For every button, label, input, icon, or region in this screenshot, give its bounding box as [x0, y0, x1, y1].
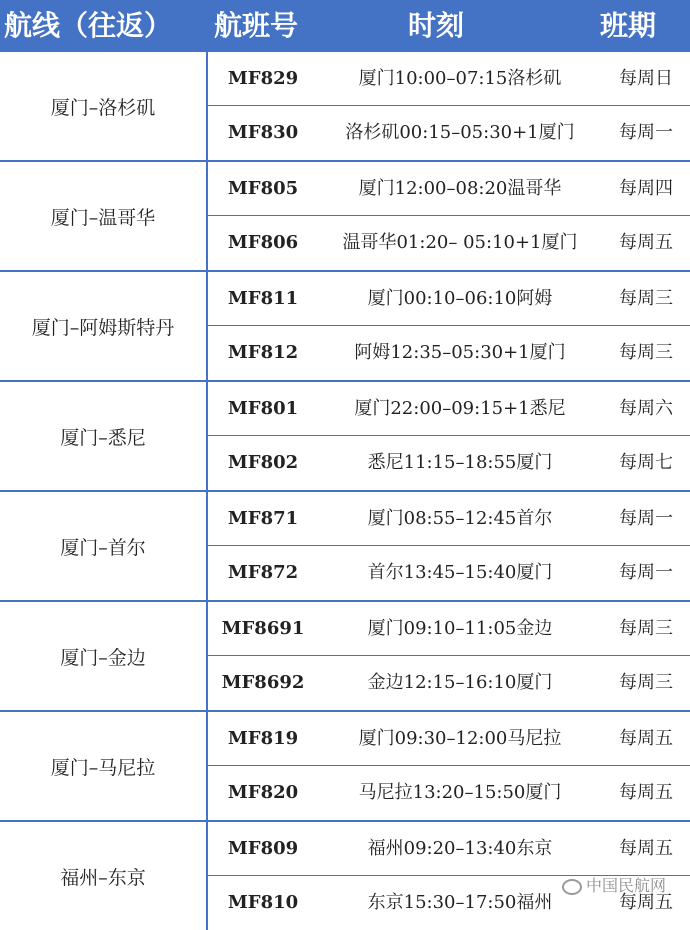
flight-day: 每周六	[602, 382, 690, 435]
table-row	[208, 52, 690, 106]
flight-number: MF830	[208, 106, 318, 159]
table-row	[208, 162, 690, 216]
route-group	[0, 492, 690, 602]
table-row	[208, 602, 690, 656]
table-row	[208, 326, 690, 379]
table-row	[208, 106, 690, 159]
flight-number: MF8692	[208, 656, 318, 709]
table-row	[208, 766, 690, 819]
flight-number: MF819	[208, 712, 318, 765]
flight-time: 首尔13:45–15:40厦门	[318, 546, 602, 599]
flight-time: 厦门08:55–12:45首尔	[318, 492, 602, 545]
flight-time: 福州09:20–13:40东京	[318, 822, 602, 875]
watermark	[562, 873, 666, 896]
flight-number: MF8691	[208, 602, 318, 655]
header-time: 时刻	[408, 0, 464, 52]
flight-day: 每周日	[602, 52, 690, 105]
flight-number: MF805	[208, 162, 318, 215]
flight-number: MF820	[208, 766, 318, 819]
route-group	[0, 272, 690, 382]
flight-time: 厦门12:00–08:20温哥华	[318, 162, 602, 215]
flight-day: 每周七	[602, 436, 690, 489]
route-group	[0, 382, 690, 492]
flight-day: 每周三	[602, 602, 690, 655]
flight-time: 悉尼11:15–18:55厦门	[318, 436, 602, 489]
flight-day: 每周一	[602, 492, 690, 545]
table-row	[208, 822, 690, 876]
flight-time: 马尼拉13:20–15:50厦门	[318, 766, 602, 819]
watermark-text: 中国民航网	[586, 876, 666, 895]
flight-day: 每周五	[602, 876, 690, 929]
flight-schedule-table	[0, 52, 690, 930]
table-row	[208, 492, 690, 546]
wechat-icon	[562, 879, 582, 895]
flight-number: MF802	[208, 436, 318, 489]
flight-time: 厦门09:30–12:00马尼拉	[318, 712, 602, 765]
flight-time: 洛杉矶00:15–05:30+1厦门	[318, 106, 602, 159]
flight-day: 每周一	[602, 546, 690, 599]
flight-number: MF810	[208, 876, 318, 929]
flight-number: MF812	[208, 326, 318, 379]
route-group	[0, 602, 690, 712]
flight-time: 阿姆12:35–05:30+1厦门	[318, 326, 602, 379]
route-name: 厦门–马尼拉	[0, 712, 208, 820]
flight-number: MF801	[208, 382, 318, 435]
route-group	[0, 162, 690, 272]
route-name: 厦门–阿姆斯特丹	[0, 272, 208, 380]
flight-time: 厦门00:10–06:10阿姆	[318, 272, 602, 325]
table-row	[208, 656, 690, 709]
header-flight-number: 航班号	[214, 0, 298, 52]
route-name: 厦门–洛杉矶	[0, 52, 208, 160]
flight-day: 每周五	[602, 216, 690, 269]
flight-number: MF829	[208, 52, 318, 105]
flight-number: MF871	[208, 492, 318, 545]
table-row	[208, 436, 690, 489]
route-name: 厦门–首尔	[0, 492, 208, 600]
flight-day: 每周五	[602, 822, 690, 875]
header-route: 航线（往返）	[4, 0, 172, 52]
flight-number: MF806	[208, 216, 318, 269]
flight-time: 温哥华01:20– 05:10+1厦门	[318, 216, 602, 269]
route-name: 厦门–温哥华	[0, 162, 208, 270]
flight-day: 每周一	[602, 106, 690, 159]
flight-time: 金边12:15–16:10厦门	[318, 656, 602, 709]
flight-number: MF872	[208, 546, 318, 599]
header-schedule: 班期	[600, 0, 656, 52]
route-name: 福州–东京	[0, 822, 208, 930]
route-name: 厦门–悉尼	[0, 382, 208, 490]
table-header	[0, 0, 690, 52]
table-row	[208, 272, 690, 326]
flight-time: 厦门22:00–09:15+1悉尼	[318, 382, 602, 435]
flight-number: MF809	[208, 822, 318, 875]
flight-day: 每周五	[602, 766, 690, 819]
flight-time: 东京15:30–17:50福州	[318, 876, 602, 929]
table-row	[208, 546, 690, 599]
flight-time: 厦门09:10–11:05金边	[318, 602, 602, 655]
flight-day: 每周三	[602, 326, 690, 379]
table-row	[208, 712, 690, 766]
table-row	[208, 382, 690, 436]
flight-day: 每周四	[602, 162, 690, 215]
flight-number: MF811	[208, 272, 318, 325]
flight-day: 每周五	[602, 712, 690, 765]
table-row	[208, 216, 690, 269]
flight-day: 每周三	[602, 272, 690, 325]
route-group	[0, 712, 690, 822]
flight-day: 每周三	[602, 656, 690, 709]
route-name: 厦门–金边	[0, 602, 208, 710]
route-group	[0, 52, 690, 162]
flight-time: 厦门10:00–07:15洛杉矶	[318, 52, 602, 105]
